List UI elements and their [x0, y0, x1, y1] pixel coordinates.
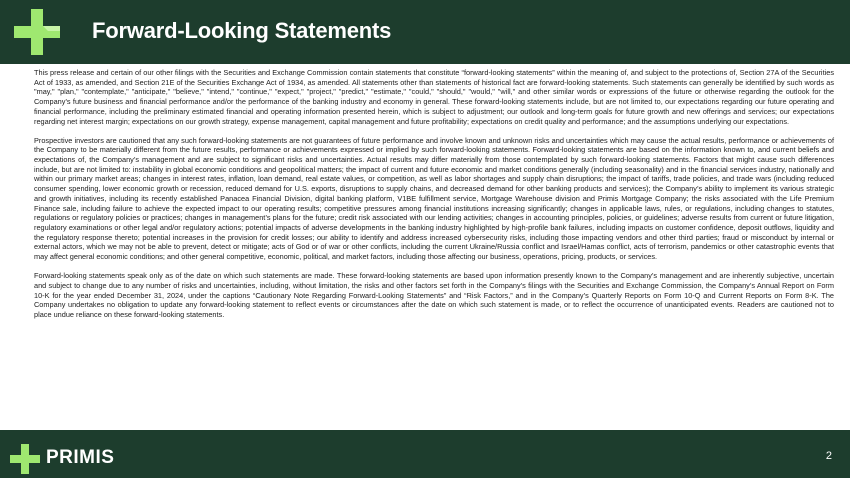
paragraph-risks: Prospective investors are cautioned that any such forward-looking statements are not guarantees of future performance and involve known and unknown risks and uncertainties which may cause the actual results, performance or achievements of the Company to be materially different from the future results, performance or achievements expressed or implied by such forward-looking statements. Forward-looking statements are based on the information known to, and current beliefs and expectations of, the Company’s management and are subject to significant risks and uncertainties. Actual results may differ materially from those contemplated by such forward-looking statements. Factors that might cause such differences include, but are not limited to: instability in global economic conditions and geopolitical matters; the impact of current and future economic and market conditions generally (including seasonality) and in the financial services industry, nationally and within our primary market areas; changes in interest rates, inflation, loan demand, real estate values, or competition, as well as labor shortages and supply chain disruptions; the impact of tariffs, trade policies, and trade wars (including reduced consumer spending, lower economic growth or recession, reduced demand for U.S. exports, disruptions to supply chains, and decreased demand for other banking products and services); the Company’s ability to implement its various strategic and growth initiatives, including its recently established Panacea Financial Division, digital banking platform, V1BE fulfillment service, Mortgage Warehouse division and Primis Mortgage Company; the risks associated with the Life Premium Finance sale, including failure to achieve the expected impact to our operating results; competitive pressures among financial institutions increasing significantly; changes in applicable laws, rules, or regulations, including changes to statutes, regulations or regulatory policies or practices; changes in management’s plans for the future; credit risk associated with our lending activities; changes in accounting principles, policies, or guidelines; adverse results from current or future litigation, regulatory examinations or other legal and/or regulatory actions; potential impacts of adverse developments in the banking industry highlighted by high-profile bank failures, including impacts on customer confidence, deposit outflows, liquidity and the regulatory response thereto; potential increases in the provision for credit losses; our ability to identify and address increased cybersecurity risks, including those impacting vendors and other third parties; fraud or misconduct by internal or external actors, which we may not be able to prevent, detect or mitigate; acts of God or of war or other conflicts, including the current Ukraine/Russia conflict and Israel/Hamas conflict, acts of terrorism, pandemics or other catastrophic events that may affect general economic conditions; and other general competitive, economic, political, and market factors, including those affecting our business, operations, pricing, products, or services. [34, 135, 834, 262]
plus-cross-logo-icon [14, 9, 60, 55]
paragraph-disclaimer: Forward-looking statements speak only as of the date on which such statements are made. These forward-looking statements are based upon information presently known to the Company’s management and are inherently subjective, uncertain and subject to change due to any number of risks and uncertainties, including, without limitation, the risks and other factors set forth in the Company’s filings with the Securities and Exchange Commission, the Company’s Annual Report on Form 10-K for the year ended December 31, 2024, under the captions “Cautionary Note Regarding Forward-Looking Statements” and “Risk Factors,” and in the Company’s Quarterly Reports on Form 10-Q and Current Reports on Form 8-K. The Company undertakes no obligation to update any forward-looking statement to reflect events or circumstances after the date on which such statement is made, or to reflect the occurrence of unanticipated events. Readers are cautioned not to place undue reliance on these forward-looking statements. [34, 271, 834, 319]
header-bar [0, 0, 850, 64]
page-title: Forward-Looking Statements [92, 18, 392, 43]
statement-body [34, 68, 834, 329]
paragraph-intro: This press release and certain of our other filings with the Securities and Exchange Commission contain statements that constitute “forward-looking statements” within the meaning of, and subject to the protections of, Section 27A of the Securities Act of 1933, as amended, and Section 21E of the Securities Exchange Act of 1934, as amended. All statements other than statements of historical fact are forward-looking statements. Such statements can generally be identified by such words as "may," "plan," "contemplate," "anticipate," "believe," "intend," "continue," "expect," "project," "predict," "estimate," "could," "should," "would," "will," and other similar words or expressions of the future or otherwise regarding the outlook for the Company’s future business and financial performance and/or the performance of the banking industry and economy in general. These forward-looking statements include, but are not limited to, our expectations regarding our future operating and financial performance, including the preliminary estimated financial and operating information presented herein, which is subject to adjustment; our outlook and long-term goals for future growth and new offerings and services; our expectations regarding net interest margin; expectations on our growth strategy, expense management, capital management and future profitability; expectations on credit quality and performance; and the assumptions underlying our expectations. [34, 68, 834, 126]
page-number: 2 [825, 450, 832, 462]
primis-logo-icon [10, 444, 40, 474]
footer-brand: PRIMIS [46, 447, 115, 468]
footer-bar [0, 430, 850, 478]
